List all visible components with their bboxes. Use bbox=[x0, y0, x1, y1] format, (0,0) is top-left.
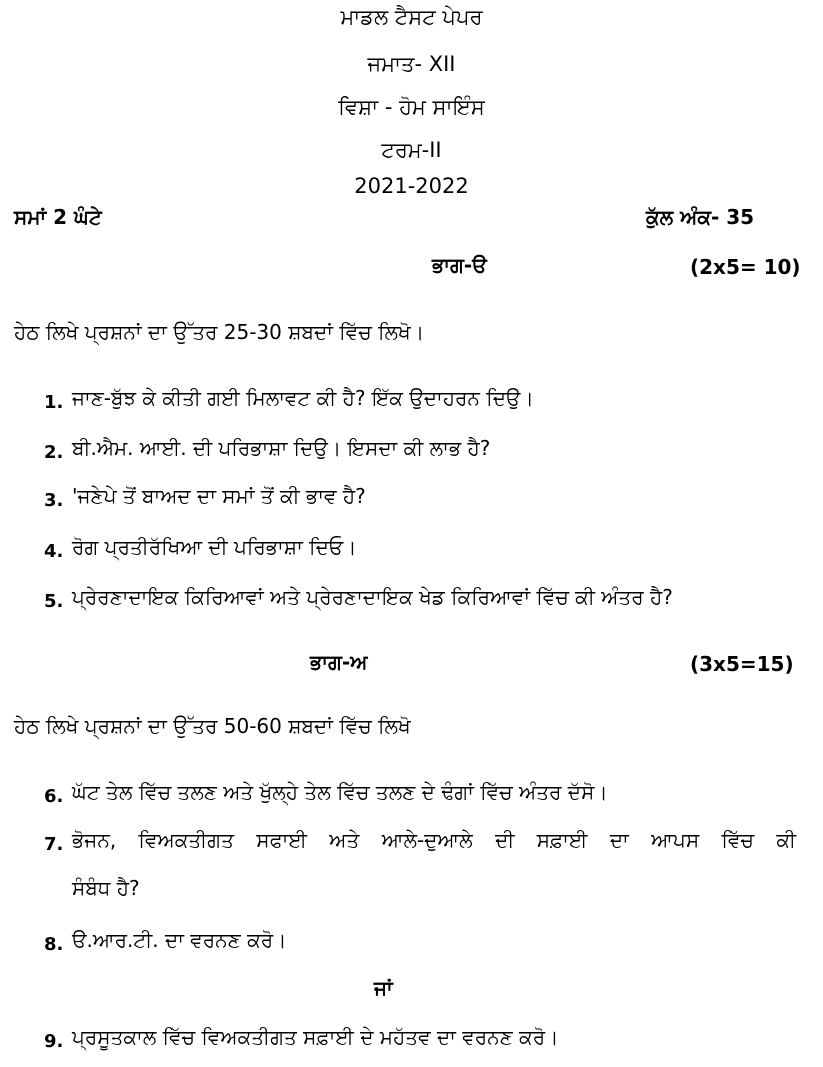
term-label: ਟਰਮ-II bbox=[381, 138, 442, 162]
question-number: 3. bbox=[44, 490, 64, 511]
question-text: ਘੱਟ ਤੇਲ ਵਿੱਚ ਤਲਣ ਅਤੇ ਖੁੱਲ੍ਹੇ ਤੇਲ ਵਿੱਚ ਤਲਣ ਦੇ ਢੰਗਾਂ ਵਿੱਚ ਅੰਤਰ ਦੱਸੋ। bbox=[72, 780, 608, 804]
question-number: 5. bbox=[44, 591, 64, 612]
question-text: ਪ੍ਰੇਰਣਾਦਾਇਕ ਕਿਰਿਆਵਾਂ ਅਤੇ ਪ੍ਰੇਰਣਾਦਾਇਕ ਖੇਡ ਕਿਰਿਆਵਾਂ ਵਿੱਚ ਕੀ ਅੰਤਰ ਹੈ? bbox=[72, 585, 673, 609]
question-text: ਭੋਜਨ, ਵਿਅਕਤੀਗਤ ਸਫਾਈ ਅਤੇ ਆਲੇ-ਦੁਆਲੇ ਦੀ ਸਫ਼ਾਈ ਦਾ ਆਪਸ ਵਿੱਚ ਕੀ bbox=[72, 828, 796, 852]
question-number: 4. bbox=[44, 541, 64, 562]
section-a-title: ਭਾਗ-ੳ bbox=[432, 253, 487, 277]
class-label: ਜਮਾਤ- XII bbox=[367, 52, 456, 76]
question-number: 2. bbox=[44, 442, 64, 463]
or-label: ਜਾਂ bbox=[374, 976, 393, 1000]
question-number: 7. bbox=[44, 834, 64, 855]
question-number: 1. bbox=[44, 392, 64, 413]
paper-title: ਮਾਡਲ ਟੈਸਟ ਪੇਪਰ bbox=[340, 5, 483, 29]
question-number: 8. bbox=[44, 934, 64, 955]
question-text: 'ਜਣੇਪੇ ਤੋਂ ਬਾਅਦ ਦਾ ਸਮਾਂ ਤੋਂ ਕੀ ਭਾਵ ਹੈ? bbox=[72, 484, 366, 508]
time-label: ਸਮਾਂ 2 ਘੰਟੇ bbox=[14, 205, 102, 229]
subject-label: ਵਿਸ਼ਾ - ਹੋਮ ਸਾਇੰਸ bbox=[338, 95, 485, 119]
question-text: ੳ.ਆਰ.ਟੀ. ਦਾ ਵਰਨਣ ਕਰੋ। bbox=[72, 928, 287, 952]
section-b-marks: (3x5=15) bbox=[690, 652, 794, 676]
section-b-instruction: ਹੇਠ ਲਿਖੇ ਪ੍ਰਸ਼ਨਾਂ ਦਾ ਉੱਤਰ 50-60 ਸ਼ਬਦਾਂ ਵਿੱਚ ਲਿਖੋ bbox=[14, 714, 411, 738]
question-text-continued: ਸੰਬੰਧ ਹੈ? bbox=[72, 876, 140, 900]
question-text: ਜਾਣ-ਬੁੱਝ ਕੇ ਕੀਤੀ ਗਈ ਮਿਲਾਵਟ ਕੀ ਹੈ? ਇੱਕ ਉਦਾਹਰਨ ਦਿਉ। bbox=[72, 386, 534, 410]
question-text: ਪ੍ਰਸੂਤਕਾਲ ਵਿੱਚ ਵਿਅਕਤੀਗਤ ਸਫ਼ਾਈ ਦੇ ਮਹੱਤਵ ਦਾ ਵਰਨਣ ਕਰੋ। bbox=[72, 1025, 559, 1049]
year-label: 2021-2022 bbox=[354, 174, 469, 198]
section-b-title: ਭਾਗ-ਅ bbox=[310, 650, 368, 674]
section-a-instruction: ਹੇਠ ਲਿਖੇ ਪ੍ਰਸ਼ਨਾਂ ਦਾ ਉੱਤਰ 25-30 ਸ਼ਬਦਾਂ ਵਿੱਚ ਲਿਖੋ। bbox=[14, 320, 425, 344]
section-a-marks: (2x5= 10) bbox=[690, 255, 801, 279]
total-marks-label: ਕੁੱਲ ਅੰਕ- 35 bbox=[646, 205, 755, 229]
question-text: ਰੋਗ ਪ੍ਰਤੀਰੱਖਿਆ ਦੀ ਪਰਿਭਾਸ਼ਾ ਦਿਓ। bbox=[72, 535, 357, 559]
question-text: ਬੀ.ਐਮ. ਆਈ. ਦੀ ਪਰਿਭਾਸ਼ਾ ਦਿਉ। ਇਸਦਾ ਕੀ ਲਾਭ ਹੈ? bbox=[72, 436, 491, 460]
question-number: 6. bbox=[44, 786, 64, 807]
question-number: 9. bbox=[44, 1031, 64, 1052]
